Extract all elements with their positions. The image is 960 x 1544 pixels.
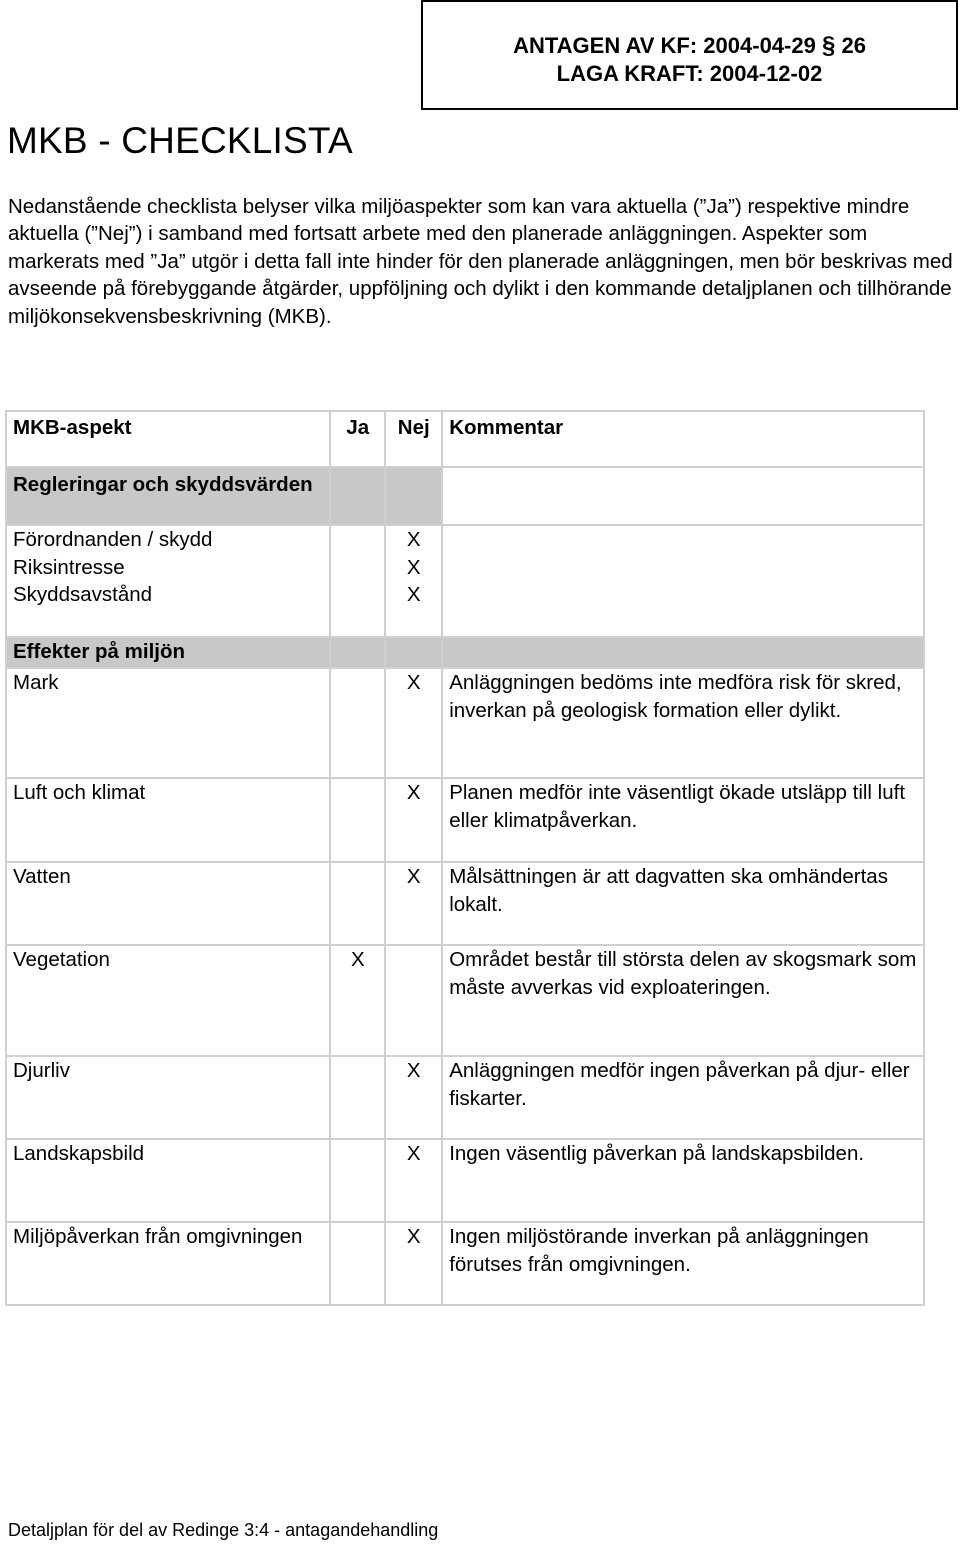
page-footer: Detaljplan för del av Redinge 3:4 - antagandehandling [8,1520,439,1540]
table-row: Miljöpåverkan från omgivningen X Ingen miljöstörande inverkan på anläggningen förutses från omgivningen. [6,1222,924,1305]
table-row: Luft och klimat X Planen medför inte väsentligt ökade utsläpp till luft eller klimatpåverkan. [6,778,924,862]
adoption-stamp [421,0,958,110]
section-title: Regleringar och skyddsvärden [6,467,330,525]
table-row: Vegetation X Området består till största delen av skogsmark som måste avverkas vid exploateringen. [6,945,924,1056]
header-ja: Ja [330,411,385,467]
page-title: MKB - CHECKLISTA [7,120,353,161]
stamp-in-force-line: LAGA KRAFT: 2004-12-02 [556,61,823,86]
section-header-row [6,637,924,668]
section-title: Effekter på miljön [6,637,330,668]
header-nej: Nej [385,411,442,467]
header-aspect: MKB-aspekt [6,411,330,467]
intro-paragraph: Nedanstående checklista belyser vilka miljöaspekter som kan vara aktuella (”Ja”) respektive mindre aktuella (”Nej”) i samband med fortsatt arbete med den planerade anläggningen. Aspekter som markerats med ”Ja” utgör i detta fall inte hinder för den planerade anläggningen, men bör beskrivas med avseende på förebyggande åtgärder, uppföljning och dylikt i den kommande detaljplanen och tillhörande miljökonsekvensbeskrivning (MKB). [8,195,953,328]
stamp-adopted-line: ANTAGEN AV KF: 2004-04-29 § 26 [513,32,866,59]
table-row: Riksintresse X [6,554,924,582]
table-row: Djurliv X Anläggningen medför ingen påverkan på djur- eller fiskarter. [6,1056,924,1139]
table-row: Mark X Anläggningen bedöms inte medföra risk för skred, inverkan på geologisk formation eller dylikt. [6,668,924,778]
header-comment: Kommentar [442,411,924,467]
section-header-row [6,467,924,525]
table-row: Skyddsavstånd X [6,581,924,637]
table-row: Landskapsbild X Ingen väsentlig påverkan på landskapsbilden. [6,1139,924,1222]
table-header-row [6,411,924,467]
checklist-table [5,410,925,1306]
table-row: Vatten X Målsättningen är att dagvatten ska omhändertas lokalt. [6,862,924,945]
table-row: Förordnanden / skydd X [6,525,924,554]
